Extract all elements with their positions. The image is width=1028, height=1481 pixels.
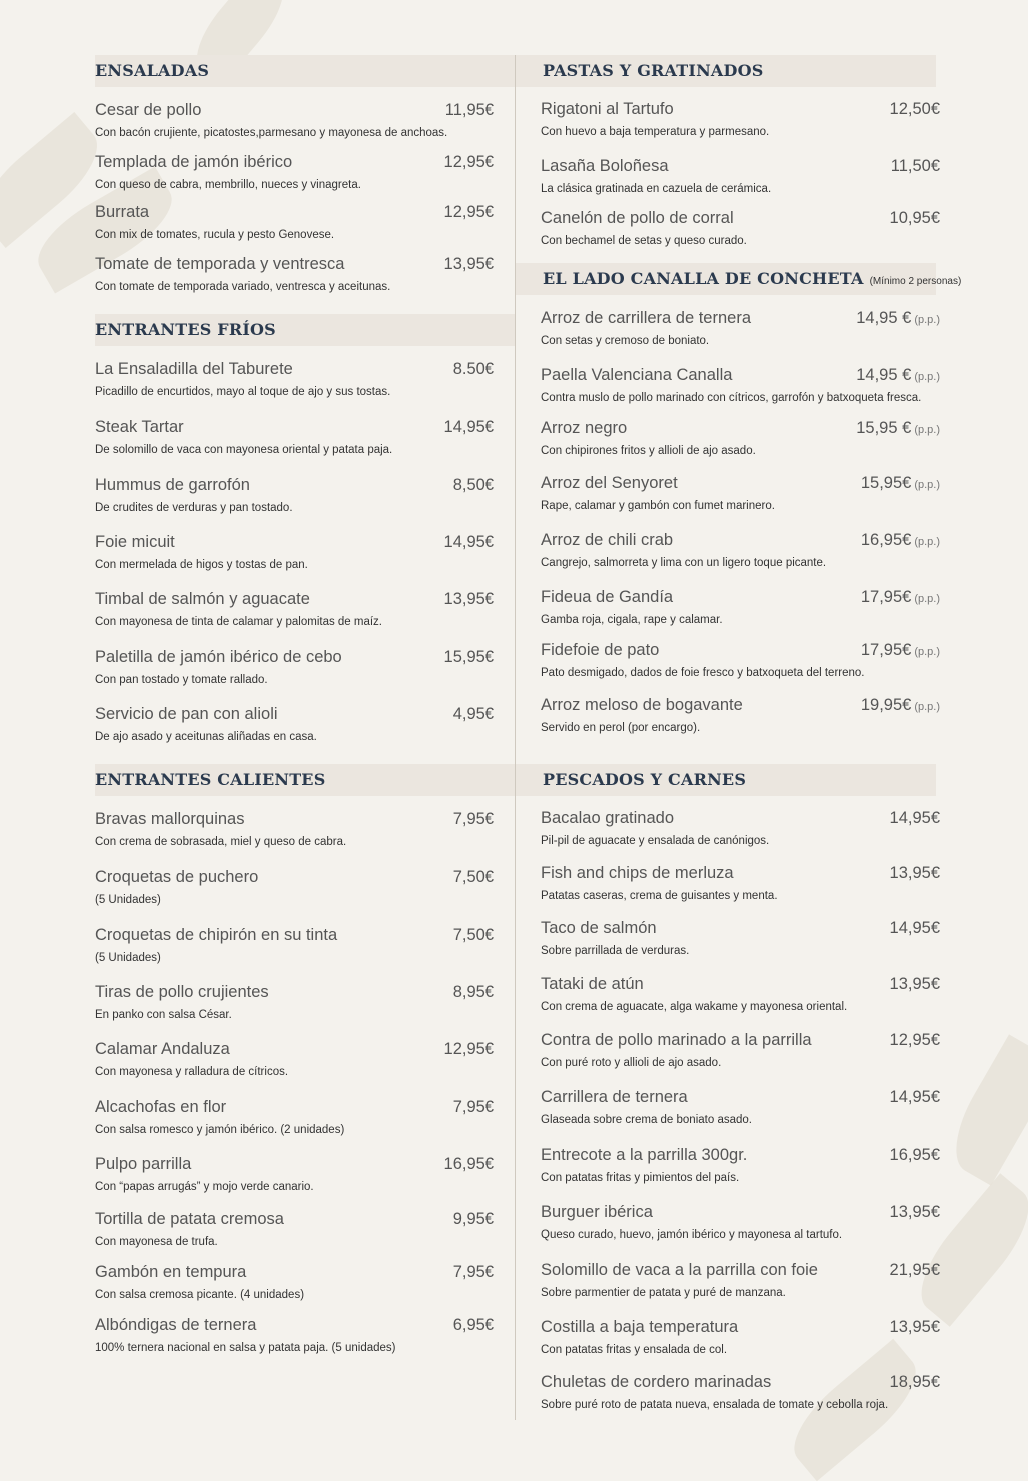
- section-header: [95, 55, 515, 87]
- dish-description: Con patatas fritas y pimientos del país.: [541, 1172, 740, 1184]
- dish-name: Paletilla de jamón ibérico de cebo: [95, 648, 342, 666]
- price-value: 11,95€: [444, 101, 494, 119]
- dish-description: Con mayonesa de tinta de calamar y palomitas de maíz.: [95, 616, 383, 628]
- dish-description: Con salsa romesco y jamón ibérico. (2 unidades): [95, 1124, 345, 1136]
- price-value: 15,95€: [860, 474, 912, 492]
- dish-price: [453, 983, 494, 1002]
- dish-name: Cesar de pollo: [95, 101, 202, 119]
- price-value: 14,95€: [443, 418, 494, 436]
- dish-name: Tiras de pollo crujientes: [95, 983, 269, 1001]
- dish-price: [444, 153, 494, 172]
- dish-name: Bacalao gratinado: [541, 809, 675, 827]
- section-title: [95, 320, 276, 339]
- price-value: 16,95€: [889, 1146, 940, 1164]
- dish-price: [856, 309, 940, 328]
- price-value: 14,95€: [889, 809, 940, 827]
- dish-description: Con mayonesa y ralladura de cítricos.: [95, 1066, 289, 1078]
- dish-description: De ajo asado y aceitunas aliñadas en casa.: [95, 731, 317, 743]
- dish-name: Solomillo de vaca a la parrilla con foie: [541, 1261, 818, 1279]
- dish-name: Entrecote a la parrilla 300gr.: [541, 1146, 748, 1164]
- dish-name: Croquetas de puchero: [95, 868, 259, 886]
- per-person-label: (p.p.): [914, 371, 940, 383]
- price-value: 13,95€: [443, 255, 494, 273]
- price-value: 17,95€: [860, 588, 912, 606]
- dish-description: Pato desmigado, dados de foie fresco y batxoqueta del terreno.: [541, 667, 865, 679]
- dish-name: Costilla a baja temperatura: [541, 1318, 739, 1336]
- dish-name: Bravas mallorquinas: [95, 810, 245, 828]
- per-person-label: (p.p.): [914, 424, 940, 436]
- dish-price: [453, 1316, 494, 1335]
- price-value: 16,95€: [860, 531, 912, 549]
- price-value: 8,50€: [452, 476, 494, 494]
- dish-name: Arroz del Senyoret: [541, 474, 678, 492]
- price-value: 13,95€: [889, 864, 940, 882]
- dish-name: Lasaña Boloñesa: [541, 157, 669, 175]
- dish-price: [856, 419, 940, 438]
- section-title-text: EL LADO CANALLA DE CONCHETA: [543, 269, 864, 288]
- price-value: 7,50€: [452, 926, 494, 944]
- price-value: 14,95€: [889, 919, 940, 937]
- dish-price: [444, 1040, 494, 1059]
- section-title-text: ENTRANTES FRÍOS: [95, 320, 276, 339]
- price-value: 12,95€: [443, 1040, 494, 1058]
- section-header: [516, 764, 936, 796]
- dish-description: Patatas caseras, crema de guisantes y menta.: [541, 890, 778, 902]
- dish-price: [444, 590, 494, 609]
- dish-price: [890, 919, 940, 938]
- dish-description: Con mayonesa de trufa.: [95, 1236, 218, 1248]
- section-header: [95, 764, 515, 796]
- dish-description: Picadillo de encurtidos, mayo al toque de ajo y sus tostas.: [95, 386, 391, 398]
- dish-price: [890, 1373, 940, 1392]
- price-value: 7,95€: [452, 810, 494, 828]
- dish-description: Servido en perol (por encargo).: [541, 722, 701, 734]
- price-value: 13,95€: [889, 1203, 940, 1221]
- price-value: 13,95€: [889, 1318, 940, 1336]
- dish-description: Rape, calamar y gambón con fumet marinero.: [541, 500, 775, 512]
- per-person-label: (p.p.): [914, 593, 940, 605]
- price-value: 12,50€: [889, 100, 940, 118]
- price-value: 13,95€: [443, 590, 494, 608]
- dish-description: Con chipirones fritos y allioli de ajo asado.: [541, 445, 756, 457]
- price-value: 13,95€: [889, 975, 940, 993]
- per-person-label: (p.p.): [914, 536, 940, 548]
- dish-description: Con salsa cremosa picante. (4 unidades): [95, 1289, 305, 1301]
- price-value: 11,50€: [890, 157, 940, 175]
- section-header: [95, 314, 515, 346]
- dish-name: Croquetas de chipirón en su tinta: [95, 926, 338, 944]
- dish-price: [453, 705, 494, 724]
- section-title: [95, 61, 209, 80]
- dish-description: (5 Unidades): [95, 952, 161, 964]
- dish-name: Pulpo parrilla: [95, 1155, 192, 1173]
- price-value: 8,95€: [452, 983, 494, 1001]
- dish-description: (5 Unidades): [95, 894, 161, 906]
- dish-description: Con crema de sobrasada, miel y queso de cabra.: [95, 836, 347, 848]
- dish-price: [861, 531, 940, 550]
- dish-description: Con bacón crujiente, picatostes,parmesano y mayonesa de anchoas.: [95, 127, 448, 139]
- price-value: 14,95 €: [856, 309, 912, 327]
- dish-description: Contra muslo de pollo marinado con cítricos, garrofón y batxoqueta fresca.: [541, 392, 922, 404]
- dish-price: [861, 641, 940, 660]
- dish-price: [890, 209, 940, 228]
- dish-name: Burrata: [95, 203, 150, 221]
- dish-description: Sobre parmentier de patata y puré de manzana.: [541, 1287, 786, 1299]
- dish-price: [890, 1088, 940, 1107]
- dish-price: [890, 1146, 940, 1165]
- dish-name: Fideua de Gandía: [541, 588, 674, 606]
- dish-price: [444, 1155, 494, 1174]
- dish-description: Con patatas fritas y ensalada de col.: [541, 1344, 728, 1356]
- dish-price: [890, 1318, 940, 1337]
- dish-price: [856, 366, 940, 385]
- dish-name: Tataki de atún: [541, 975, 644, 993]
- dish-name: Foie micuit: [95, 533, 175, 551]
- section-title-text: PESCADOS Y CARNES: [543, 770, 747, 789]
- dish-name: Albóndigas de ternera: [95, 1316, 257, 1334]
- dish-description: Sobre parrillada de verduras.: [541, 945, 690, 957]
- dish-name: Carrillera de ternera: [541, 1088, 688, 1106]
- dish-price: [453, 1098, 494, 1117]
- dish-description: De crudites de verduras y pan tostado.: [95, 502, 293, 514]
- section-title-text: ENSALADAS: [95, 61, 210, 80]
- price-value: 9,95€: [452, 1210, 494, 1228]
- dish-name: Taco de salmón: [541, 919, 657, 937]
- price-value: 18,95€: [889, 1373, 940, 1391]
- dish-name: Canelón de pollo de corral: [541, 209, 734, 227]
- dish-price: [891, 157, 940, 176]
- dish-description: Con queso de cabra, membrillo, nueces y vinagreta.: [95, 179, 361, 191]
- price-value: 10,95€: [889, 209, 940, 227]
- dish-price: [453, 360, 494, 379]
- price-value: 16,95€: [443, 1155, 494, 1173]
- dish-price: [890, 864, 940, 883]
- dish-price: [890, 1203, 940, 1222]
- dish-price: [445, 101, 494, 120]
- dish-price: [444, 533, 494, 552]
- per-person-label: (p.p.): [914, 701, 940, 713]
- dish-name: Chuletas de cordero marinadas: [541, 1373, 772, 1391]
- per-person-label: (p.p.): [914, 314, 940, 326]
- dish-price: [890, 1031, 940, 1050]
- dish-name: La Ensaladilla del Taburete: [95, 360, 293, 378]
- dish-description: Glaseada sobre crema de boniato asado.: [541, 1114, 752, 1126]
- price-value: 12,95€: [443, 153, 494, 171]
- dish-price: [444, 203, 494, 222]
- dish-description: 100% ternera nacional en salsa y patata paja. (5 unidades): [95, 1342, 396, 1354]
- dish-name: Burguer ibérica: [541, 1203, 653, 1221]
- dish-price: [444, 255, 494, 274]
- dish-name: Alcachofas en flor: [95, 1098, 227, 1116]
- dish-name: Tortilla de patata cremosa: [95, 1210, 284, 1228]
- dish-price: [453, 810, 494, 829]
- price-value: 14,95 €: [856, 366, 912, 384]
- dish-description: Con huevo a baja temperatura y parmesano.: [541, 126, 770, 138]
- price-value: 6,95€: [452, 1316, 494, 1334]
- price-value: 8.50€: [452, 360, 494, 378]
- per-person-label: (p.p.): [914, 479, 940, 491]
- dish-description: Sobre puré roto de patata nueva, ensalada de tomate y cebolla roja.: [541, 1399, 889, 1411]
- dish-name: Arroz de carrillera de ternera: [541, 309, 752, 327]
- dish-name: Contra de pollo marinado a la parrilla: [541, 1031, 812, 1049]
- price-value: 14,95€: [443, 533, 494, 551]
- dish-name: Arroz meloso de bogavante: [541, 696, 743, 714]
- dish-description: Con tomate de temporada variado, ventresca y aceitunas.: [95, 281, 391, 293]
- dish-price: [453, 926, 494, 945]
- section-header: [516, 55, 936, 87]
- dish-name: Gambón en tempura: [95, 1263, 247, 1281]
- dish-price: [453, 868, 494, 887]
- dish-price: [861, 696, 940, 715]
- dish-price: [890, 809, 940, 828]
- dish-description: En panko con salsa César.: [95, 1009, 232, 1021]
- dish-name: Fidefoie de pato: [541, 641, 660, 659]
- dish-price: [890, 100, 940, 119]
- dish-name: Arroz de chili crab: [541, 531, 674, 549]
- dish-description: Con “papas arrugás” y mojo verde canario.: [95, 1181, 314, 1193]
- dish-description: Con mermelada de higos y tostas de pan.: [95, 559, 308, 571]
- leaf-decoration: [939, 1034, 1028, 1185]
- dish-name: Rigatoni al Tartufo: [541, 100, 674, 118]
- price-value: 7,95€: [452, 1263, 494, 1281]
- dish-price: [444, 418, 494, 437]
- price-value: 15,95€: [443, 648, 494, 666]
- price-value: 12,95€: [889, 1031, 940, 1049]
- dish-price: [861, 588, 940, 607]
- dish-description: Con pan tostado y tomate rallado.: [95, 674, 268, 686]
- dish-price: [890, 1261, 940, 1280]
- dish-description: Gamba roja, cigala, rape y calamar.: [541, 614, 723, 626]
- section-title: [543, 269, 961, 288]
- dish-description: Con bechamel de setas y queso curado.: [541, 235, 747, 247]
- dish-price: [890, 975, 940, 994]
- dish-name: Timbal de salmón y aguacate: [95, 590, 310, 608]
- price-value: 4,95€: [452, 705, 494, 723]
- section-title: [543, 770, 746, 789]
- price-value: 7,95€: [452, 1098, 494, 1116]
- dish-description: Con mix de tomates, rucula y pesto Genovese.: [95, 229, 335, 241]
- dish-description: De solomillo de vaca con mayonesa oriental y patata paja.: [95, 444, 393, 456]
- dish-name: Tomate de temporada y ventresca: [95, 255, 345, 273]
- dish-name: Arroz negro: [541, 419, 628, 437]
- dish-description: Con puré roto y allioli de ajo asado.: [541, 1057, 722, 1069]
- dish-name: Hummus de garrofón: [95, 476, 250, 494]
- price-value: 17,95€: [860, 641, 912, 659]
- section-title: [543, 61, 764, 80]
- dish-name: Fish and chips de merluza: [541, 864, 734, 882]
- per-person-label: (p.p.): [914, 646, 940, 658]
- dish-price: [453, 1210, 494, 1229]
- dish-description: Con crema de aguacate, alga wakame y mayonesa oriental.: [541, 1001, 848, 1013]
- section-title: [95, 770, 325, 789]
- price-value: 7,50€: [452, 868, 494, 886]
- dish-description: Queso curado, huevo, jamón ibérico y mayonesa al tartufo.: [541, 1229, 843, 1241]
- dish-description: Pil-pil de aguacate y ensalada de canónigos.: [541, 835, 770, 847]
- dish-name: Calamar Andaluza: [95, 1040, 230, 1058]
- section-note: (Mínimo 2 personas): [869, 276, 962, 287]
- dish-description: Cangrejo, salmorreta y lima con un ligero toque picante.: [541, 557, 827, 569]
- section-header: [516, 263, 962, 295]
- dish-price: [453, 476, 494, 495]
- dish-price: [861, 474, 940, 493]
- dish-name: Paella Valenciana Canalla: [541, 366, 733, 384]
- dish-name: Templada de jamón ibérico: [95, 153, 293, 171]
- section-title-text: PASTAS Y GRATINADOS: [543, 61, 764, 80]
- column-divider: [515, 55, 516, 1420]
- leaf-decoration: [904, 1173, 1028, 1326]
- dish-name: Servicio de pan con alioli: [95, 705, 278, 723]
- price-value: 15,95 €: [856, 419, 912, 437]
- dish-name: Steak Tartar: [95, 418, 184, 436]
- price-value: 21,95€: [889, 1261, 940, 1279]
- dish-price: [453, 1263, 494, 1282]
- dish-description: Con setas y cremoso de boniato.: [541, 335, 710, 347]
- price-value: 14,95€: [889, 1088, 940, 1106]
- dish-price: [444, 648, 494, 667]
- section-title-text: ENTRANTES CALIENTES: [95, 770, 326, 789]
- dish-description: La clásica gratinada en cazuela de cerámica.: [541, 183, 772, 195]
- price-value: 12,95€: [443, 203, 494, 221]
- price-value: 19,95€: [860, 696, 912, 714]
